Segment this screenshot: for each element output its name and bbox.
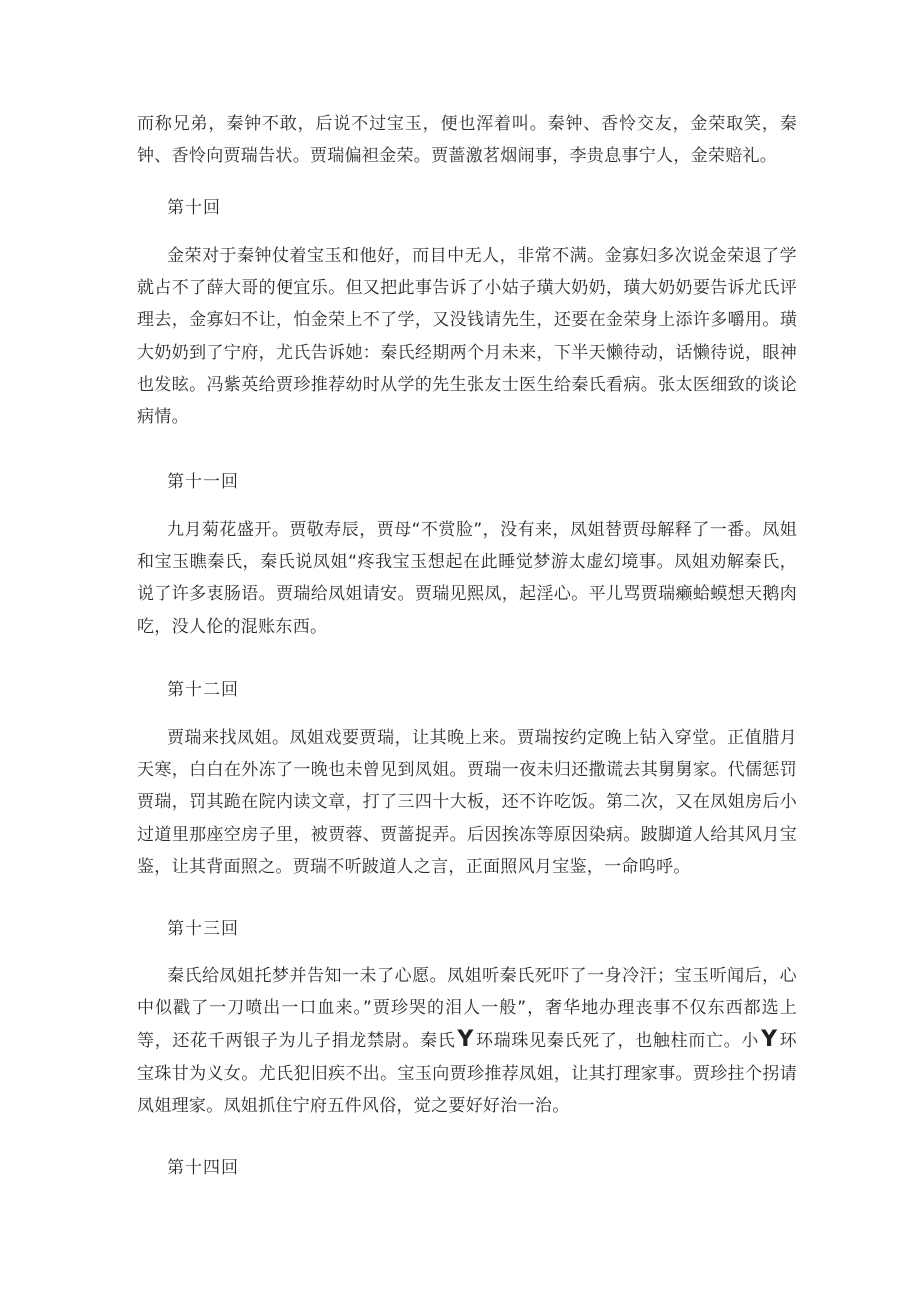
enlarged-y-glyph: Y xyxy=(761,1027,778,1053)
paragraph-chapter13 xyxy=(137,960,797,1122)
paragraph-chapter10: 金荣对于秦钟仗着宝玉和他好，而目中无人，非常不满。金寡妇多次说金荣退了学就占不了薛大哥的便宜乐。但又把此事告诉了小姑子璜大奶奶，璜大奶奶要告诉尤氏评理去，金寡妇不让，怕金荣上不了学，又没钱请先生，还要在金荣身上添许多嚼用。璜大奶奶到了宁府，尤氏告诉她：秦氏经期两个月未来，下半天懒待动，话懒待说，眼神也发眩。冯紫英给贾珍推荐幼时从学的先生张友士医生给秦氏看病。张太医细致的谈论病情。 xyxy=(137,246,797,428)
chapter-10-heading: 第十回 xyxy=(167,198,221,218)
paragraph-chapter12: 贾瑞来找凤姐。凤姐戏要贾瑞，让其晚上来。贾瑞按约定晚上钻入穿堂。正值腊月天寒，白白在外冻了一晚也未曾见到凤姐。贾瑞一夜未归还撒谎去其舅舅家。代儒惩罚贾瑞，罚其跪在院内读文章，打了三四十大板，还不许吃饭。第二次，又在凤姐房后小过道里那座空房子里，被贾蓉、贾蔷捉弄。后因挨冻等原因染病。跛脚道人给其风月宝鉴，让其背面照之。贾瑞不听跛道人之言，正面照风月宝鉴，一命呜呼。 xyxy=(137,728,797,877)
enlarged-y-glyph: Y xyxy=(457,1027,474,1053)
paragraph-chapter13-part-a: 秦氏给凤姐托梦并告知一未了心愿。凤姐听秦氏死吓了一身冷汗；宝玉听闻后，心中似戳了一刀喷出一口血来。”贾珍哭的泪人一般”，奢华地办理丧事不仅东西都选上等，还花千两银子为儿子捐龙禁尉。秦氏 xyxy=(137,966,797,1052)
paragraph-chapter13-part-b: 环瑞珠见秦氏死了，也触柱而亡。小 xyxy=(475,1031,760,1052)
paragraph-chapter9-tail: 而称兄弟，秦钟不敢，后说不过宝玉，便也浑着叫。秦钟、香怜交友，金荣取笑，秦钟、香怜向贾瑞告状。贾瑞偏袒金荣。贾蔷激茗烟闹事，李贵息事宁人，金荣赔礼。 xyxy=(137,114,797,167)
chapter-12-heading: 第十二回 xyxy=(167,680,239,700)
chapter-11-heading: 第十一回 xyxy=(167,472,239,492)
chapter-13-heading: 第十三回 xyxy=(167,919,239,939)
paragraph-chapter13-part-c: 环宝珠甘为义女。尤氏犯旧疾不出。宝玉向贾珍推荐凤姐，让其打理家事。贾珍拄个拐请凤姐理家。凤姐抓住宁府五件风俗，觉之要好好治一治。 xyxy=(137,1031,797,1116)
paragraph-chapter11: 九月菊花盛开。贾敬寿辰，贾母“不赏脸”，没有来，凤姐替贾母解释了一番。凤姐和宝玉瞧秦氏，秦氏说凤姐“疼我宝玉想起在此睡觉梦游太虚幻境事。凤姐劝解秦氏，说了许多衷肠语。贾瑞给凤姐请安。贾瑞见熙凤，起淫心。平儿骂贾瑞癞蛤蟆想天鹅肉吃，没人伦的混账东西。 xyxy=(137,520,797,637)
chapter-14-heading: 第十四回 xyxy=(167,1158,239,1178)
